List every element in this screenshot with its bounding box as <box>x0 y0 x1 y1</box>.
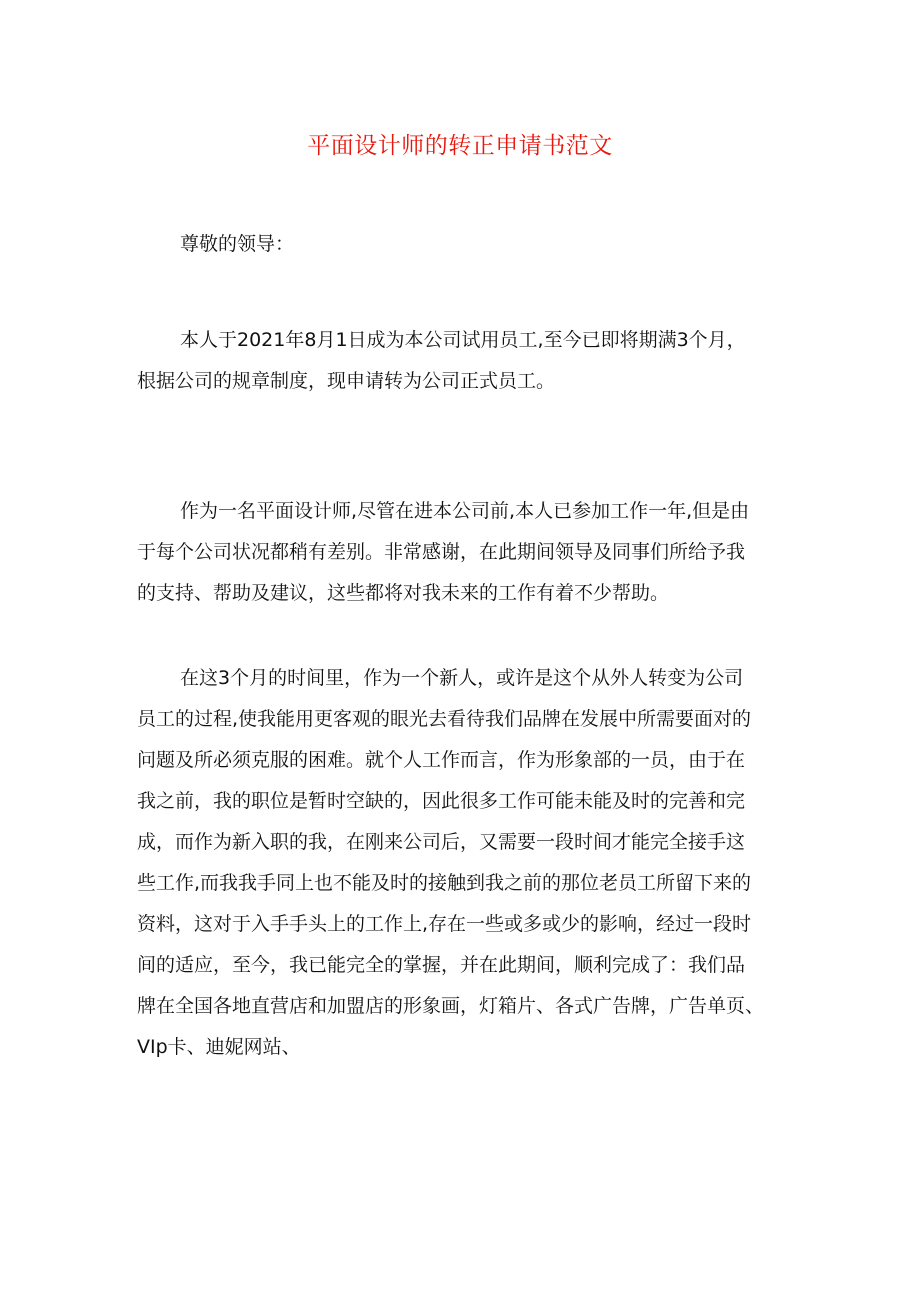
paragraph-line: 间的适应，至今，我已能完全的掌握，并在此期间，顺利完成了：我们品 <box>137 954 746 976</box>
paragraph-line: 我之前，我的职位是暂时空缺的，因此很多工作可能未能及时的完善和完 <box>137 790 746 812</box>
document-title: 平面设计师的转正申请书范文 <box>307 133 613 159</box>
paragraph-line: 资料，这对于入手手头上的工作上,存在一些或多或少的影响，经过一段时 <box>137 913 752 935</box>
paragraph-1 <box>137 320 797 402</box>
paragraph-line: 些工作,而我我手同上也不能及时的接触到我之前的那位老员工所留下来的 <box>137 872 752 894</box>
paragraph-line: 员工的过程,使我能用更客观的眼光去看待我们品牌在发展中所需要面对的 <box>137 708 752 730</box>
paragraph-line: 在这3个月的时间里，作为一个新人，或许是这个从外人转变为公司 <box>180 667 744 689</box>
paragraph-2 <box>137 491 797 614</box>
paragraph-line: 的支持、帮助及建议，这些都将对我未来的工作有着不少帮助。 <box>137 582 670 604</box>
paragraph-3 <box>137 658 797 1068</box>
paragraph-line: 成，而作为新入职的我，在刚来公司后，又需要一段时间才能完全接手这 <box>137 831 746 853</box>
paragraph-line: 作为一名平面设计师,尽管在进本公司前,本人已参加工作一年,但是由 <box>180 500 750 522</box>
paragraph-line: 本人于2021年8月1日成为本公司试用员工,至今已即将期满3个月， <box>180 329 746 351</box>
paragraph-line: 于每个公司状况都稍有差别。非常感谢，在此期间领导及同事们所给予我 <box>137 541 746 563</box>
paragraph-line: 牌在全国各地直营店和加盟店的形象画，灯箱片、各式广告牌，广告单页、 <box>137 995 765 1017</box>
salutation: 尊敬的领导： <box>180 233 295 255</box>
paragraph-line: 问题及所必须克服的困难。就个人工作而言，作为形象部的一员，由于在 <box>137 749 746 771</box>
paragraph-line: VIp卡、迪妮网站、 <box>137 1036 301 1058</box>
paragraph-line: 根据公司的规章制度，现申请转为公司正式员工。 <box>137 370 556 392</box>
